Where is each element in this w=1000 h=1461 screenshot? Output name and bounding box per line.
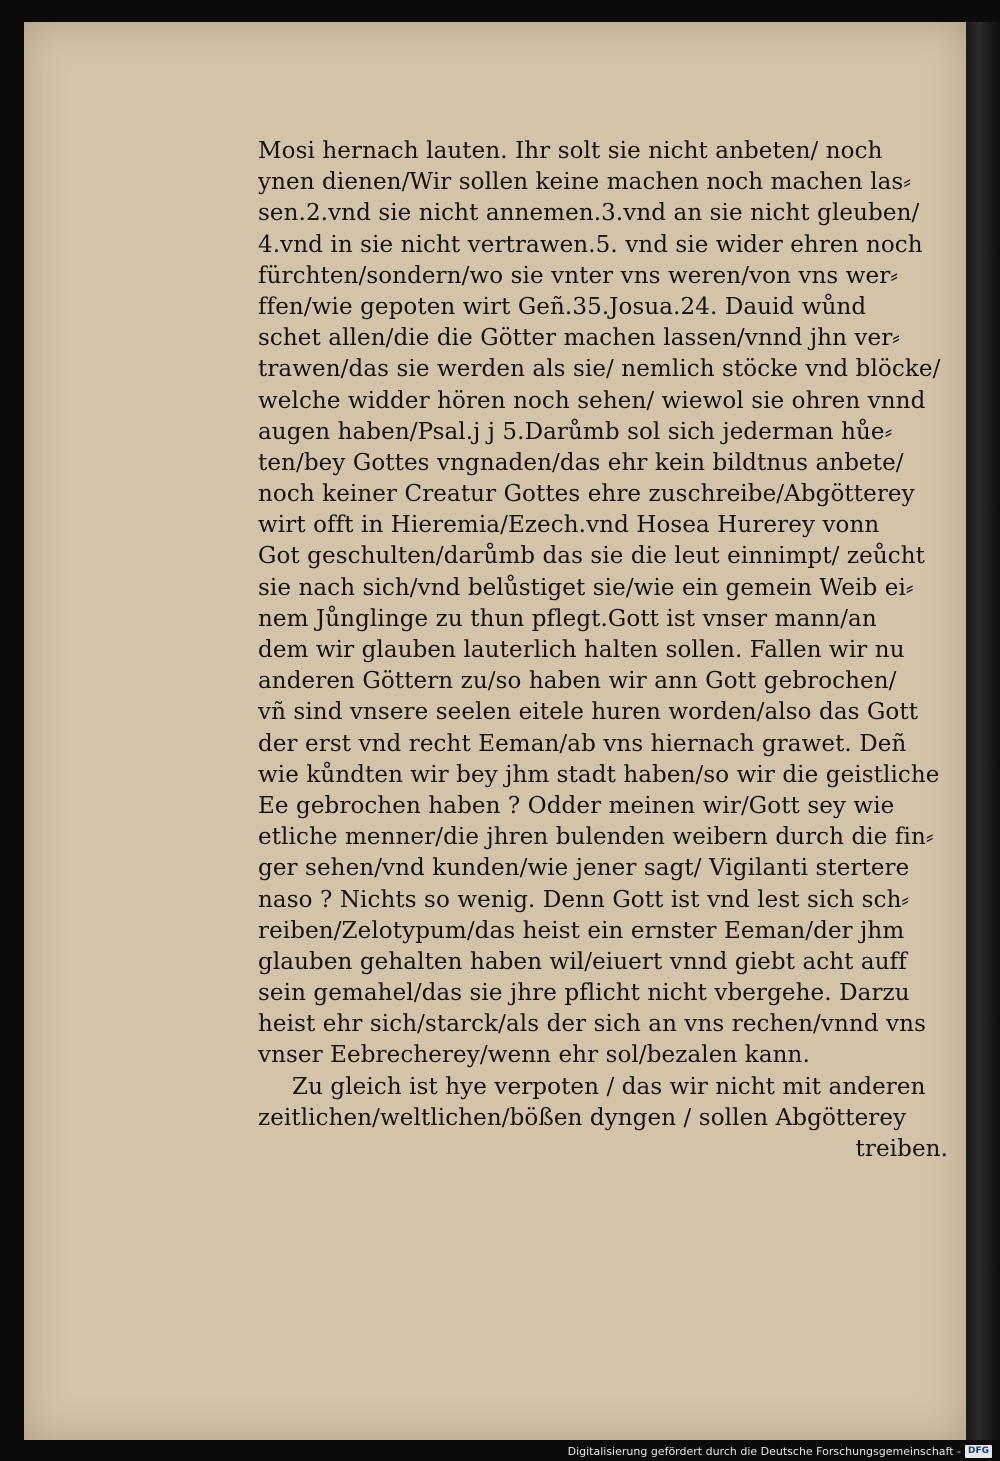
text-line: ffen/wie gepoten wirt Geñ.35.Josua.24. Dauid wůnd	[258, 293, 867, 320]
digitization-credit	[568, 1443, 992, 1459]
text-line: anderen Göttern zu/so haben wir ann Gott gebrochen/	[258, 668, 897, 695]
text-line: heist ehr sich/starck/als der sich an vns rechen/vnnd vns	[258, 1011, 926, 1038]
text-line: Mosi hernach lauten. Ihr solt sie nicht anbeten/ noch	[258, 138, 883, 164]
text-line: wirt offt in Hieremia/Ezech.vnd Hosea Hurerey vonn	[258, 512, 880, 539]
page-text-block	[258, 136, 958, 1165]
text-line: nem Jůnglinge zu thun pflegt.Gott ist vnser mann/an	[258, 605, 877, 632]
text-line: naso ? Nichts so wenig. Denn Gott ist vnd lest sich sch⸗	[258, 886, 910, 913]
text-line: ten/bey Gottes vngnaden/das ehr kein bildtnus anbete/	[258, 449, 904, 476]
text-line: sen.2.vnd sie nicht annemen.3.vnd an sie nicht gleuben/	[258, 200, 920, 227]
text-line: welche widder hören noch sehen/ wiewol sie ohren vnnd	[258, 387, 926, 414]
text-line: vnser Eebrecherey/wenn ehr sol/bezalen kann.	[258, 1042, 810, 1069]
text-line: 4.vnd in sie nicht vertrawen.5. vnd sie wider ehren noch	[258, 231, 923, 258]
text-line: ger sehen/vnd kunden/wie jener sagt/ Vigilanti stertere	[258, 855, 910, 882]
text-line: zeitlichen/weltlichen/bößen dyngen / sollen Abgötterey	[258, 1104, 907, 1131]
text-line: schet allen/die die Götter machen lassen/vnnd jhn ver⸗	[258, 325, 901, 352]
catchword-line: treiben.	[855, 1136, 948, 1162]
text-line: noch keiner Creatur Gottes ehre zuschreibe/Abgötterey	[258, 481, 915, 508]
text-line: der erst vnd recht Eeman/ab vns hiernach grawet. Deñ	[258, 730, 907, 757]
text-line: ynen dienen/Wir sollen keine machen noch machen las⸗	[258, 169, 912, 196]
text-line: etliche menner/die jhren bulenden weibern durch die fin⸗	[258, 824, 934, 851]
book-gutter	[966, 22, 1000, 1440]
text-line: fürchten/sondern/wo sie vnter vns weren/von vns wer⸗	[258, 262, 899, 289]
paragraph-first-line: Zu gleich ist hye verpoten / das wir nicht mit anderen	[292, 1073, 926, 1100]
text-line: reiben/Zelotypum/das heist ein ernster Eeman/der jhm	[258, 917, 905, 944]
text-line: glauben gehalten haben wil/eiuert vnnd giebt acht auff	[258, 948, 907, 975]
text-line: wie kůndten wir bey jhm stadt haben/so wir die geistliche	[258, 761, 940, 788]
text-line: sie nach sich/vnd belůstiget sie/wie ein gemein Weib ei⸗	[258, 574, 914, 601]
dfg-logo-icon: DFG	[965, 1445, 992, 1458]
text-line: Ee gebrochen haben ? Odder meinen wir/Gott sey wie	[258, 792, 895, 819]
text-line: sein gemahel/das sie jhre pflicht nicht vbergehe. Darzu	[258, 980, 910, 1007]
credit-text: Digitalisierung gefördert durch die Deutsche Forschungsgemeinschaft -	[567, 1444, 961, 1458]
text-line: trawen/das sie werden als sie/ nemlich stöcke vnd blöcke/	[258, 356, 941, 383]
text-line: vñ sind vnsere seelen eitele huren worden/also das Gott	[258, 699, 919, 726]
text-line: Got geschulten/darůmb das sie die leut einnimpt/ zeůcht	[258, 543, 926, 570]
text-line: dem wir glauben lauterlich halten sollen. Fallen wir nu	[258, 637, 905, 663]
text-line: augen haben/Psal.j j 5.Darůmb sol sich jederman hůe⸗	[258, 418, 893, 445]
